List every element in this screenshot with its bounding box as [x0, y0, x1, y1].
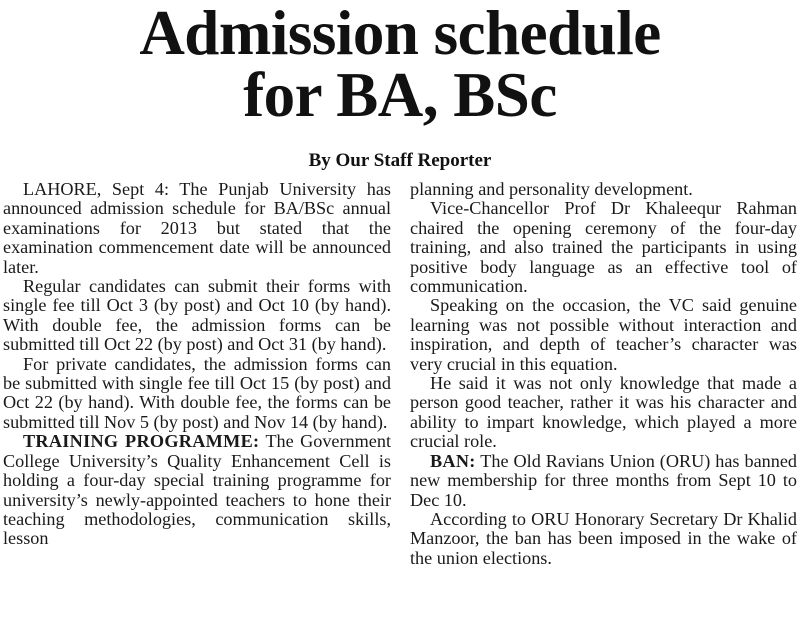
paragraph-training-programme	[3, 432, 391, 548]
paragraph-private-candidates: For private candidates, the admission forms can be submitted with single fee till Oct 15 (by post) and Oct 22 (by hand). With double fee, the forms can be submitted till Nov 5 (by post) and Nov 14 (by hand).	[3, 353, 391, 432]
paragraph-oru-secretary: According to ORU Honorary Secretary Dr Khalid Manzoor, the ban has been imposed in the wake of the union elections.	[410, 508, 797, 568]
headline	[0, 0, 800, 130]
training-programme-body: The Government College University’s Quality Enhancement Cell is holding a four-day special training programme for university’s newly-appointed teachers to hone their teaching methodologies, communication skills, lesson	[3, 431, 392, 549]
byline: By Our Staff Reporter	[308, 150, 492, 171]
paragraph-continuation: planning and personality development.	[410, 179, 693, 199]
headline-line-2: for BA, BSc	[243, 60, 557, 130]
paragraph-regular-candidates: Regular candidates can submit their forms with single fee till Oct 3 (by post) and Oct 10 (by hand). With double fee, the admission forms can be submitted till Oct 22 (by post) and Oct 31 (by hand).	[3, 276, 391, 355]
paragraph-ban	[410, 452, 797, 510]
paragraph-dateline: LAHORE, Sept 4: The Punjab University has announced admission schedule for BA/BSc annual examinations for 2013 but stated that the examination commencement date will be announced later.	[3, 179, 391, 277]
right-column	[410, 180, 797, 568]
ban-body: The Old Ravians Union (ORU) has banned new membership for three months from Sept 10 to Dec 10.	[410, 450, 797, 510]
ban-lead: BAN:	[430, 450, 476, 471]
paragraph-vice-chancellor: Vice-Chancellor Prof Dr Khaleequr Rahman chaired the opening ceremony of the four-day training, and also trained the participants in using positive body language as an effective tool of communication.	[410, 198, 797, 297]
paragraph-speaking: Speaking on the occasion, the VC said genuine learning was not possible without interaction and inspiration, and depth of teacher’s character was very crucial in this equation.	[410, 295, 797, 374]
left-column	[3, 180, 391, 549]
headline-line-1: Admission schedule	[139, 0, 661, 68]
paragraph-knowledge: He said it was not only knowledge that made a person good teacher, rather it was his character and ability to impart knowledge, which played a more crucial role.	[410, 373, 797, 452]
training-programme-lead: TRAINING PROGRAMME:	[23, 431, 260, 452]
